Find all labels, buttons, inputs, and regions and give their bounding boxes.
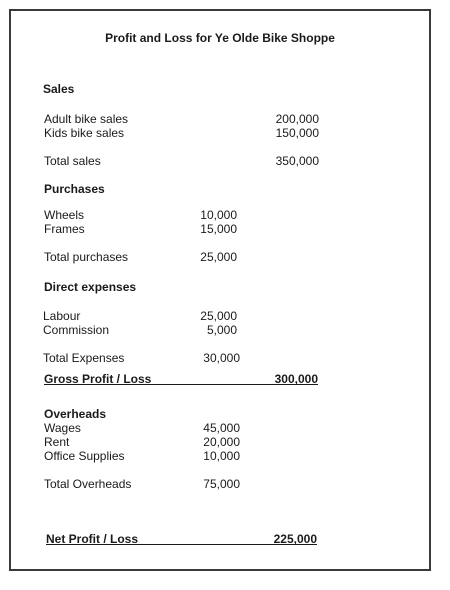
document-title: Profit and Loss for Ye Olde Bike Shoppe (105, 31, 335, 45)
purchases-heading: Purchases (44, 182, 105, 196)
gross-profit-underline (44, 384, 318, 385)
direct-expenses-item-label: Commission (43, 323, 110, 337)
profit-loss-sheet (9, 9, 431, 571)
purchases-item-amount: 15,000 (200, 222, 237, 236)
overheads-heading: Overheads (44, 407, 107, 421)
purchases-item-label: Frames (44, 222, 85, 236)
purchases-item-label: Wheels (44, 208, 85, 222)
sales-heading: Sales (43, 82, 75, 96)
net-profit-underline (46, 544, 317, 545)
overheads-item-label: Office Supplies (44, 449, 125, 463)
net-profit-amount: 225,000 (273, 532, 317, 546)
purchases-total-label: Total purchases (44, 250, 129, 264)
gross-profit-label: Gross Profit / Loss (44, 372, 152, 386)
direct-expenses-item-amount: 25,000 (200, 309, 237, 323)
purchases-item-amount: 10,000 (200, 208, 237, 222)
direct-expenses-item-amount: 5,000 (206, 323, 237, 337)
direct-expenses-item-label: Labour (43, 309, 81, 323)
overheads-item-amount: 45,000 (203, 421, 240, 435)
overheads-total-label: Total Overheads (44, 477, 132, 491)
sales-item-amount: 200,000 (275, 112, 319, 126)
net-profit-label: Net Profit / Loss (46, 532, 139, 546)
overheads-total-amount: 75,000 (203, 477, 240, 491)
gross-profit-amount: 300,000 (274, 372, 318, 386)
direct-expenses-total-amount: 30,000 (203, 351, 240, 365)
direct-expenses-total-label: Total Expenses (43, 351, 125, 365)
overheads-item-label: Wages (44, 421, 81, 435)
overheads-item-amount: 10,000 (203, 449, 240, 463)
purchases-total-amount: 25,000 (200, 250, 237, 264)
sales-item-amount: 150,000 (275, 126, 319, 140)
sales-item-label: Kids bike sales (44, 126, 125, 140)
overheads-item-label: Rent (44, 435, 70, 449)
sales-total-label: Total sales (44, 154, 101, 168)
direct-expenses-heading: Direct expenses (44, 280, 137, 294)
overheads-item-amount: 20,000 (203, 435, 240, 449)
sales-item-label: Adult bike sales (44, 112, 129, 126)
sales-total-amount: 350,000 (275, 154, 319, 168)
